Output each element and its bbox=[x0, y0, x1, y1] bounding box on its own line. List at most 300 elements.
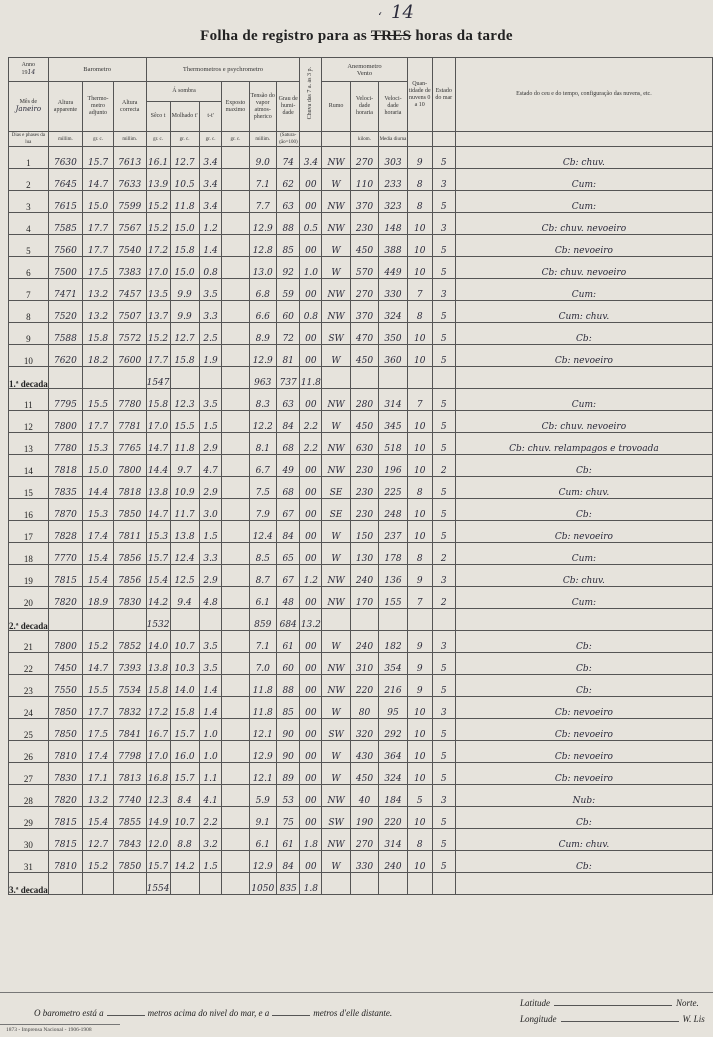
cell-vel: 630 bbox=[350, 433, 378, 455]
cell-alt: 7815 bbox=[48, 807, 82, 829]
cell-chuva: 00 bbox=[300, 169, 322, 191]
cell-molh: 10.7 bbox=[170, 631, 199, 653]
cell-med: 184 bbox=[379, 785, 407, 807]
cell-molh: 12.7 bbox=[170, 323, 199, 345]
cell-tadj: 17.5 bbox=[83, 719, 114, 741]
cell-grau: 737 bbox=[276, 367, 299, 389]
day-number: 12 bbox=[9, 411, 49, 433]
cell-chuva: 00 bbox=[300, 521, 322, 543]
cell-molh bbox=[170, 873, 199, 895]
cell-chuva: 1.0 bbox=[300, 257, 322, 279]
cell-tadj: 17.1 bbox=[83, 763, 114, 785]
cell-exp bbox=[222, 455, 249, 477]
cell-vel: 270 bbox=[350, 147, 378, 169]
anno-year: 19 bbox=[21, 70, 28, 76]
barometro-header: Barometro bbox=[48, 58, 146, 82]
cell-mar: 5 bbox=[432, 235, 455, 257]
cell-molh: 9.9 bbox=[170, 301, 199, 323]
table-row bbox=[9, 675, 713, 697]
cell-corr: 7855 bbox=[113, 807, 146, 829]
cell-rem: Cum: chuv. bbox=[455, 301, 712, 323]
cell-grau: 89 bbox=[276, 763, 299, 785]
table-row bbox=[9, 829, 713, 851]
cell-dif: 1.4 bbox=[199, 675, 222, 697]
cell-exp bbox=[222, 191, 249, 213]
day-number: 3 bbox=[9, 191, 49, 213]
cell-vel: 230 bbox=[350, 213, 378, 235]
cell-alt: 7770 bbox=[48, 543, 82, 565]
cell-seco: 13.7 bbox=[146, 301, 170, 323]
cell-rem: Cb: bbox=[455, 499, 712, 521]
cell-vel: 270 bbox=[350, 279, 378, 301]
cell-med: 216 bbox=[379, 675, 407, 697]
cell-exp bbox=[222, 147, 249, 169]
anno-label: Anno bbox=[21, 62, 36, 68]
cell-tadj: 13.2 bbox=[83, 279, 114, 301]
cell-nuv: 7 bbox=[407, 389, 432, 411]
longitude-line bbox=[520, 1014, 705, 1024]
cell-vel: 220 bbox=[350, 675, 378, 697]
cell-vel: 570 bbox=[350, 257, 378, 279]
cell-chuva: 1.8 bbox=[300, 873, 322, 895]
cell-rem: Cb: chuv. bbox=[455, 147, 712, 169]
cell-tens: 7.1 bbox=[249, 169, 276, 191]
cell-med: 314 bbox=[379, 389, 407, 411]
cell-med: 314 bbox=[379, 829, 407, 851]
anemometro-header bbox=[322, 58, 407, 82]
table-row bbox=[9, 389, 713, 411]
cell-molh: 11.8 bbox=[170, 191, 199, 213]
cell-seco: 14.7 bbox=[146, 499, 170, 521]
cell-tens: 12.8 bbox=[249, 235, 276, 257]
cell-molh: 15.0 bbox=[170, 213, 199, 235]
anno-cell bbox=[9, 58, 49, 82]
table-row bbox=[9, 323, 713, 345]
cell-rumo: W bbox=[322, 521, 350, 543]
cell-tens: 8.7 bbox=[249, 565, 276, 587]
cell-chuva: 0.8 bbox=[300, 301, 322, 323]
table-row bbox=[9, 565, 713, 587]
cell-alt: 7850 bbox=[48, 719, 82, 741]
cell-rumo: SW bbox=[322, 323, 350, 345]
cell-dif: 1.1 bbox=[199, 763, 222, 785]
cell-rem: Cb: nevoeiro bbox=[455, 521, 712, 543]
cell-chuva: 1.2 bbox=[300, 565, 322, 587]
blank-line-1 bbox=[107, 1015, 145, 1016]
cell-nuv bbox=[407, 367, 432, 389]
cell-tadj: 17.7 bbox=[83, 235, 114, 257]
cell-corr: 7599 bbox=[113, 191, 146, 213]
unit-chuva bbox=[300, 132, 322, 147]
cell-nuv: 10 bbox=[407, 213, 432, 235]
cell-tadj: 17.7 bbox=[83, 697, 114, 719]
cell-grau: 75 bbox=[276, 807, 299, 829]
cell-tadj: 15.7 bbox=[83, 147, 114, 169]
table-row bbox=[9, 477, 713, 499]
cell-grau: 85 bbox=[276, 697, 299, 719]
cell-mar: 3 bbox=[432, 213, 455, 235]
cell-grau: 90 bbox=[276, 719, 299, 741]
table-row bbox=[9, 785, 713, 807]
cell-chuva: 00 bbox=[300, 389, 322, 411]
cell-mar: 3 bbox=[432, 697, 455, 719]
cell-seco: 14.9 bbox=[146, 807, 170, 829]
cell-molh: 8.4 bbox=[170, 785, 199, 807]
cell-tadj: 12.7 bbox=[83, 829, 114, 851]
cell-tens: 7.1 bbox=[249, 631, 276, 653]
cell-rumo: NW bbox=[322, 829, 350, 851]
cell-alt: 7615 bbox=[48, 191, 82, 213]
cell-exp bbox=[222, 587, 249, 609]
cell-dif: 4.7 bbox=[199, 455, 222, 477]
decada-row bbox=[9, 367, 713, 389]
cell-nuv: 10 bbox=[407, 257, 432, 279]
cell-molh: 9.7 bbox=[170, 455, 199, 477]
cell-rem: Cb: bbox=[455, 851, 712, 873]
cell-grau: 88 bbox=[276, 213, 299, 235]
cell-nuv: 8 bbox=[407, 191, 432, 213]
cell-grau: 835 bbox=[276, 873, 299, 895]
cell-rem: Cb: bbox=[455, 323, 712, 345]
decada-row bbox=[9, 873, 713, 895]
cell-med: 364 bbox=[379, 741, 407, 763]
cell-chuva: 00 bbox=[300, 543, 322, 565]
cell-corr: 7813 bbox=[113, 763, 146, 785]
cell-vel: 230 bbox=[350, 499, 378, 521]
cell-nuv bbox=[407, 873, 432, 895]
day-number: 17 bbox=[9, 521, 49, 543]
cell-grau: 48 bbox=[276, 587, 299, 609]
cell-corr: 7856 bbox=[113, 565, 146, 587]
unit-rem bbox=[455, 132, 712, 147]
cell-grau: 85 bbox=[276, 235, 299, 257]
cell-alt: 7560 bbox=[48, 235, 82, 257]
cell-tens: 11.8 bbox=[249, 697, 276, 719]
cell-corr: 7567 bbox=[113, 213, 146, 235]
cell-grau: 63 bbox=[276, 191, 299, 213]
cell-rem: Cb: chuv. bbox=[455, 565, 712, 587]
cell-alt: 7818 bbox=[48, 455, 82, 477]
table-row bbox=[9, 631, 713, 653]
cell-seco: 1554 bbox=[146, 873, 170, 895]
cell-tadj: 18.2 bbox=[83, 345, 114, 367]
day-number: 24 bbox=[9, 697, 49, 719]
cell-mar: 5 bbox=[432, 719, 455, 741]
cell-exp bbox=[222, 389, 249, 411]
cell-grau: 92 bbox=[276, 257, 299, 279]
cell-chuva: 00 bbox=[300, 455, 322, 477]
cell-seco: 15.8 bbox=[146, 389, 170, 411]
cell-molh: 12.5 bbox=[170, 565, 199, 587]
cell-rem: Cum: bbox=[455, 587, 712, 609]
cell-tadj: 15.4 bbox=[83, 543, 114, 565]
cell-med: 388 bbox=[379, 235, 407, 257]
cell-nuv: 8 bbox=[407, 301, 432, 323]
table-row bbox=[9, 345, 713, 367]
day-number: 28 bbox=[9, 785, 49, 807]
cell-tens: 1050 bbox=[249, 873, 276, 895]
decada-label: 2.ª decada bbox=[9, 609, 49, 631]
cell-grau: 74 bbox=[276, 147, 299, 169]
cell-rumo: W bbox=[322, 851, 350, 873]
cell-tadj: 14.7 bbox=[83, 169, 114, 191]
cell-grau: 67 bbox=[276, 565, 299, 587]
cell-med: 148 bbox=[379, 213, 407, 235]
cell-tens: 11.8 bbox=[249, 675, 276, 697]
cell-mar: 5 bbox=[432, 851, 455, 873]
cell-rem: Cb: nevoeiro bbox=[455, 697, 712, 719]
cell-vel: 450 bbox=[350, 763, 378, 785]
cell-chuva: 00 bbox=[300, 697, 322, 719]
cell-chuva: 0.5 bbox=[300, 213, 322, 235]
cell-tadj: 15.4 bbox=[83, 565, 114, 587]
seco-header: Sêco t bbox=[146, 102, 170, 132]
cell-grau: 684 bbox=[276, 609, 299, 631]
cell-vel bbox=[350, 609, 378, 631]
cell-molh: 10.5 bbox=[170, 169, 199, 191]
cell-tadj: 15.2 bbox=[83, 631, 114, 653]
thermometros-header: Thermometros e psychrometro bbox=[146, 58, 300, 82]
cell-rumo: NW bbox=[322, 675, 350, 697]
cell-nuv: 8 bbox=[407, 477, 432, 499]
unit-kilom: kilom. bbox=[350, 132, 378, 147]
cell-rumo: NW bbox=[322, 433, 350, 455]
cell-vel: 170 bbox=[350, 587, 378, 609]
estado-mar-header: Estado do mar bbox=[432, 58, 455, 132]
cell-exp bbox=[222, 367, 249, 389]
cell-dif bbox=[199, 609, 222, 631]
cell-mar: 3 bbox=[432, 169, 455, 191]
cell-med: 292 bbox=[379, 719, 407, 741]
cell-molh: 14.0 bbox=[170, 675, 199, 697]
cell-alt: 7450 bbox=[48, 653, 82, 675]
cell-tens: 12.9 bbox=[249, 851, 276, 873]
cell-chuva: 00 bbox=[300, 719, 322, 741]
cell-vel: 450 bbox=[350, 345, 378, 367]
cell-corr: 7383 bbox=[113, 257, 146, 279]
cell-rem: Cb: bbox=[455, 675, 712, 697]
cell-tens: 12.1 bbox=[249, 719, 276, 741]
cell-med: 303 bbox=[379, 147, 407, 169]
day-number: 21 bbox=[9, 631, 49, 653]
cell-tadj bbox=[83, 873, 114, 895]
cell-exp bbox=[222, 279, 249, 301]
cell-rumo bbox=[322, 873, 350, 895]
cell-med: 248 bbox=[379, 499, 407, 521]
cell-nuv: 5 bbox=[407, 785, 432, 807]
cell-mar: 3 bbox=[432, 631, 455, 653]
cell-mar: 5 bbox=[432, 477, 455, 499]
cell-rem: Cum: bbox=[455, 543, 712, 565]
table-row bbox=[9, 301, 713, 323]
cell-alt: 7588 bbox=[48, 323, 82, 345]
cell-grau: 68 bbox=[276, 477, 299, 499]
cell-med: 178 bbox=[379, 543, 407, 565]
cell-med: 95 bbox=[379, 697, 407, 719]
cell-dif: 3.5 bbox=[199, 653, 222, 675]
cell-mar: 5 bbox=[432, 147, 455, 169]
cell-chuva: 00 bbox=[300, 851, 322, 873]
cell-rumo: NW bbox=[322, 565, 350, 587]
cell-med: 220 bbox=[379, 807, 407, 829]
table-row bbox=[9, 741, 713, 763]
cell-seco: 16.7 bbox=[146, 719, 170, 741]
cell-tens: 7.0 bbox=[249, 653, 276, 675]
cell-rem: Cb: nevoeiro bbox=[455, 235, 712, 257]
day-number: 14 bbox=[9, 455, 49, 477]
unit-satur: (Satura-ção=100) bbox=[276, 132, 299, 147]
cell-corr: 7830 bbox=[113, 587, 146, 609]
cell-alt: 7810 bbox=[48, 741, 82, 763]
unit-millim-2: millim. bbox=[113, 132, 146, 147]
cell-corr: 7613 bbox=[113, 147, 146, 169]
cell-grau: 62 bbox=[276, 169, 299, 191]
anno-hand: 14 bbox=[27, 69, 36, 76]
cell-corr: 7765 bbox=[113, 433, 146, 455]
cell-med: 449 bbox=[379, 257, 407, 279]
cell-seco: 16.1 bbox=[146, 147, 170, 169]
cell-rumo: SW bbox=[322, 719, 350, 741]
cell-nuv: 7 bbox=[407, 279, 432, 301]
cell-corr: 7798 bbox=[113, 741, 146, 763]
cell-rumo: NW bbox=[322, 147, 350, 169]
cell-seco: 14.4 bbox=[146, 455, 170, 477]
cell-exp bbox=[222, 521, 249, 543]
cell-exp bbox=[222, 499, 249, 521]
cell-molh: 15.8 bbox=[170, 697, 199, 719]
cell-molh: 13.8 bbox=[170, 521, 199, 543]
cell-tadj: 14.4 bbox=[83, 477, 114, 499]
cell-mar: 2 bbox=[432, 543, 455, 565]
table-row bbox=[9, 279, 713, 301]
cell-tens: 6.7 bbox=[249, 455, 276, 477]
cell-tens: 12.1 bbox=[249, 763, 276, 785]
cell-dif: 3.4 bbox=[199, 169, 222, 191]
cell-alt: 7830 bbox=[48, 763, 82, 785]
cell-seco: 17.7 bbox=[146, 345, 170, 367]
cell-exp bbox=[222, 235, 249, 257]
day-number: 26 bbox=[9, 741, 49, 763]
cell-med: 196 bbox=[379, 455, 407, 477]
cell-dif: 0.8 bbox=[199, 257, 222, 279]
cell-tens: 12.4 bbox=[249, 521, 276, 543]
cell-dif: 1.9 bbox=[199, 345, 222, 367]
cell-vel: 150 bbox=[350, 521, 378, 543]
cell-corr: 7850 bbox=[113, 851, 146, 873]
cell-tens: 7.5 bbox=[249, 477, 276, 499]
cell-molh bbox=[170, 609, 199, 631]
day-number: 5 bbox=[9, 235, 49, 257]
cell-tens: 12.9 bbox=[249, 345, 276, 367]
cell-dif: 1.4 bbox=[199, 697, 222, 719]
table-row bbox=[9, 587, 713, 609]
cell-tadj: 13.2 bbox=[83, 301, 114, 323]
cell-tens: 7.7 bbox=[249, 191, 276, 213]
cell-molh: 15.0 bbox=[170, 257, 199, 279]
cell-grau: 61 bbox=[276, 829, 299, 851]
cell-seco: 12.3 bbox=[146, 785, 170, 807]
cell-grau: 65 bbox=[276, 543, 299, 565]
cell-vel: 190 bbox=[350, 807, 378, 829]
day-number: 30 bbox=[9, 829, 49, 851]
cell-tadj: 17.4 bbox=[83, 521, 114, 543]
cell-med: 518 bbox=[379, 433, 407, 455]
cell-alt: 7630 bbox=[48, 147, 82, 169]
cell-grau: 84 bbox=[276, 851, 299, 873]
cell-rem: Cum: bbox=[455, 169, 712, 191]
cell-mar: 3 bbox=[432, 279, 455, 301]
cell-mar: 5 bbox=[432, 675, 455, 697]
cell-vel: 370 bbox=[350, 191, 378, 213]
cell-nuv bbox=[407, 609, 432, 631]
cell-rem: Nub: bbox=[455, 785, 712, 807]
day-number: 19 bbox=[9, 565, 49, 587]
footer-rule bbox=[0, 992, 713, 993]
cell-chuva: 00 bbox=[300, 499, 322, 521]
cell-chuva: 00 bbox=[300, 587, 322, 609]
cell-rem: Cum: chuv. bbox=[455, 829, 712, 851]
cell-molh: 16.0 bbox=[170, 741, 199, 763]
cell-seco: 17.0 bbox=[146, 411, 170, 433]
unit-gr-4: gr. c. bbox=[222, 132, 249, 147]
cell-exp bbox=[222, 807, 249, 829]
table-row bbox=[9, 653, 713, 675]
cell-exp bbox=[222, 653, 249, 675]
cell-dif: 1.5 bbox=[199, 411, 222, 433]
cell-rumo: W bbox=[322, 697, 350, 719]
unit-gr-2: gr. c. bbox=[170, 132, 199, 147]
cell-rem: Cb: nevoeiro bbox=[455, 345, 712, 367]
rumo-header: Rumo bbox=[322, 82, 350, 132]
cell-seco: 1532 bbox=[146, 609, 170, 631]
cell-nuv: 10 bbox=[407, 521, 432, 543]
cell-tadj: 15.5 bbox=[83, 675, 114, 697]
cell-rem: Cum: bbox=[455, 191, 712, 213]
cell-dif: 3.5 bbox=[199, 631, 222, 653]
cell-corr: 7572 bbox=[113, 323, 146, 345]
cell-alt: 7850 bbox=[48, 697, 82, 719]
decada-label: 3.ª decada bbox=[9, 873, 49, 895]
cell-dif: 2.9 bbox=[199, 477, 222, 499]
cell-rumo: NW bbox=[322, 301, 350, 323]
day-number: 15 bbox=[9, 477, 49, 499]
cell-vel: 370 bbox=[350, 301, 378, 323]
imprint-rule bbox=[0, 1024, 120, 1025]
cell-corr: 7841 bbox=[113, 719, 146, 741]
day-number: 18 bbox=[9, 543, 49, 565]
cell-seco: 1547 bbox=[146, 367, 170, 389]
unit-rumo bbox=[322, 132, 350, 147]
cell-rumo: W bbox=[322, 257, 350, 279]
cell-tadj: 15.3 bbox=[83, 433, 114, 455]
cell-mar bbox=[432, 873, 455, 895]
cell-mar: 2 bbox=[432, 587, 455, 609]
cell-molh: 12.3 bbox=[170, 389, 199, 411]
table-row bbox=[9, 411, 713, 433]
cell-mar: 2 bbox=[432, 455, 455, 477]
cell-exp bbox=[222, 323, 249, 345]
cell-corr: 7633 bbox=[113, 169, 146, 191]
cell-tens: 12.9 bbox=[249, 213, 276, 235]
t-minus-header: t-t' bbox=[199, 102, 222, 132]
cell-alt: 7820 bbox=[48, 587, 82, 609]
cell-med: 225 bbox=[379, 477, 407, 499]
barometer-note bbox=[34, 1008, 392, 1018]
longitude-label: Longitude bbox=[520, 1014, 557, 1024]
cell-dif: 2.2 bbox=[199, 807, 222, 829]
cell-tens: 12.9 bbox=[249, 741, 276, 763]
altura-correcta-header: Altura correcta bbox=[113, 82, 146, 132]
